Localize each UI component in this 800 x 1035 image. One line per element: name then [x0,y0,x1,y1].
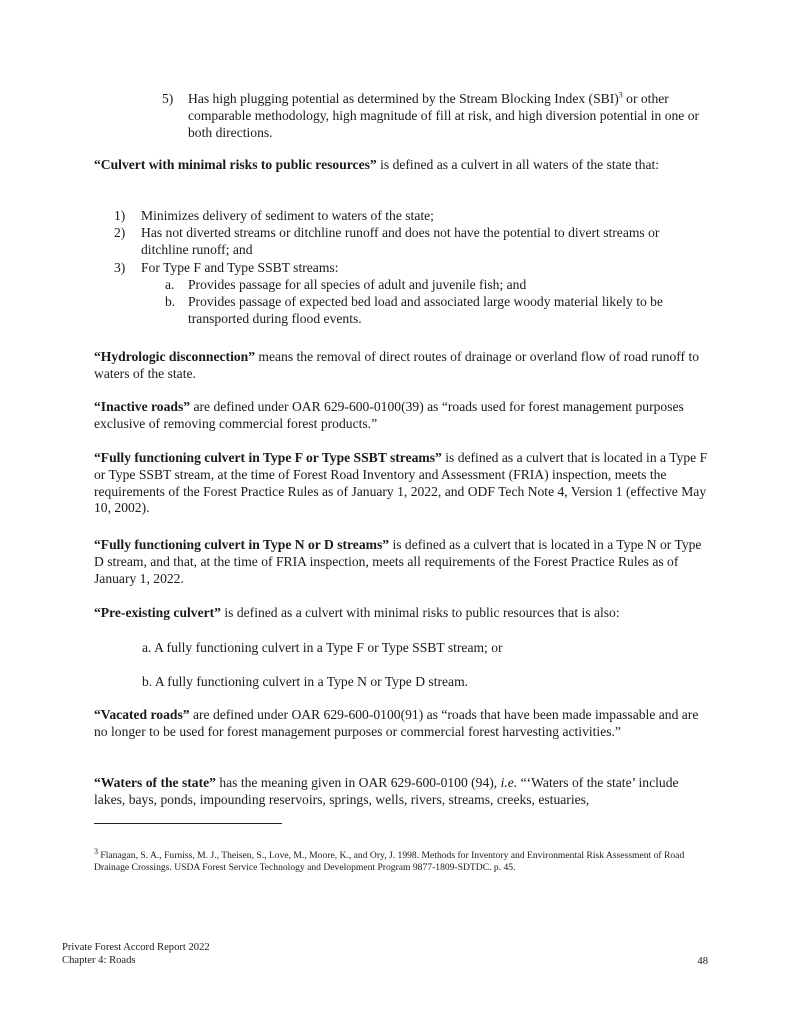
definition-text: means the removal of direct routes of drainage or overland flow of road runoff to waters of the state. [94,349,700,381]
list-item [114,208,694,225]
pre-existing-option-b: b. A fully functioning culvert in a Type N or Type D stream. [142,674,469,689]
definition-culvert-minimal-risk [94,157,708,174]
definition-term: “Vacated roads” [94,707,190,722]
page-number: 48 [697,956,708,967]
list-item-text: Minimizes delivery of sediment to waters of the state; [141,208,434,223]
list-item-text: For Type F and Type SSBT streams: [141,260,339,275]
definition-text: are defined under OAR 629-600-0100(39) as “roads used for forest management purposes exclusive of removing commercial forest products.” [94,399,684,431]
definition-waters-of-the-state [94,775,708,809]
list-item [114,260,694,277]
definition-abbrev: i.e. [500,775,518,790]
definition-hydrologic-disconnection [94,349,708,383]
footnote-mark: 3 [94,846,98,856]
definition-text: are defined under OAR 629-600-0100(91) as “roads that have been made impassable and are no longer to be used for forest management purposes or commercial forest harvesting activities.” [94,707,699,739]
definition-term: “Pre-existing culvert” [94,605,221,620]
list-number: 1) [114,208,126,223]
footer-chapter: Chapter 4: Roads [62,955,136,966]
list-item-text: Has high plugging potential as determined by the Stream Blocking Index (SBI) [188,91,619,106]
list-number: 3) [114,260,126,275]
definition-vacated-roads [94,707,708,741]
list-item-5 [162,91,702,141]
definition-term: “Hydrologic disconnection” [94,349,255,364]
footnote [94,846,704,875]
definition-term: “Inactive roads” [94,399,191,414]
footnote-ref: 3 [618,90,623,100]
list-item-text: Has not diverted streams or ditchline runoff and does not have the potential to divert streams or ditchline runoff; and [141,225,660,257]
list-letter: a. [165,277,175,292]
definition-term: “Fully functioning culvert in Type F or Type SSBT streams” [94,450,442,465]
list-item-text-cont: or other comparable methodology, high magnitude of fill at risk, and high diversion potential in one or both directions. [188,91,700,140]
definition-inactive-roads [94,399,708,433]
definition-pre-existing-culvert [94,605,708,622]
definition-text-cont: “‘Waters of the state’ include lakes, bays, ponds, impounding reservoirs, springs, wells, rivers, streams, creeks, estuaries, [94,775,679,807]
definition-text: is defined as a culvert that is located in a Type F or Type SSBT stream, at the time of Forest Road Inventory and Assessment (FRIA) inspection, meets the requirements of the Forest Practice Rules as of January 1, 2022, and ODF Tech Note 4, Version 1 (effective May 10, 2002). [94,450,708,516]
definition-term: “Fully functioning culvert in Type N or D streams” [94,537,390,552]
definition-term: “Culvert with minimal risks to public resources” [94,157,377,172]
sub-list-item [165,294,710,328]
definition-text: has the meaning given in OAR 629-600-0100 (94), [215,775,501,790]
definition-term: “Waters of the state” [94,775,216,790]
definition-text: is defined as a culvert with minimal risks to public resources that is also: [220,605,620,620]
list-item-text: Provides passage of expected bed load and associated large woody material likely to be transported during flood events. [188,294,663,326]
definition-fully-functioning-type-f [94,450,708,517]
list-number: 5) [162,91,174,106]
list-number: 2) [114,225,126,240]
footnote-divider [94,823,282,824]
definition-fully-functioning-type-n [94,537,708,587]
list-item-text: Provides passage for all species of adult and juvenile fish; and [188,277,527,292]
pre-existing-option-a: a. A fully functioning culvert in a Type F or Type SSBT stream; or [142,640,503,655]
definition-text: is defined as a culvert that is located in a Type N or Type D stream, and that, at the time of FRIA inspection, meets all requirements of the Forest Practice Rules as of January 1, 2022. [94,537,702,586]
footnote-text: Flanagan, S. A., Furniss, M. J., Theisen, S., Love, M., Moore, K., and Ory, J. 1998. Methods for Inventory and Environmental Risk Assessment of Road Drainage Crossings. USDA Forest Service Technology and Development Program 9877-1809-SDTDC. p. 45. [94,850,685,874]
footer-report-title: Private Forest Accord Report 2022 [62,942,210,953]
definition-text: is defined as a culvert in all waters of the state that: [376,157,660,172]
list-letter: b. [165,294,176,309]
sub-list-item [165,277,710,294]
list-item [114,225,694,259]
